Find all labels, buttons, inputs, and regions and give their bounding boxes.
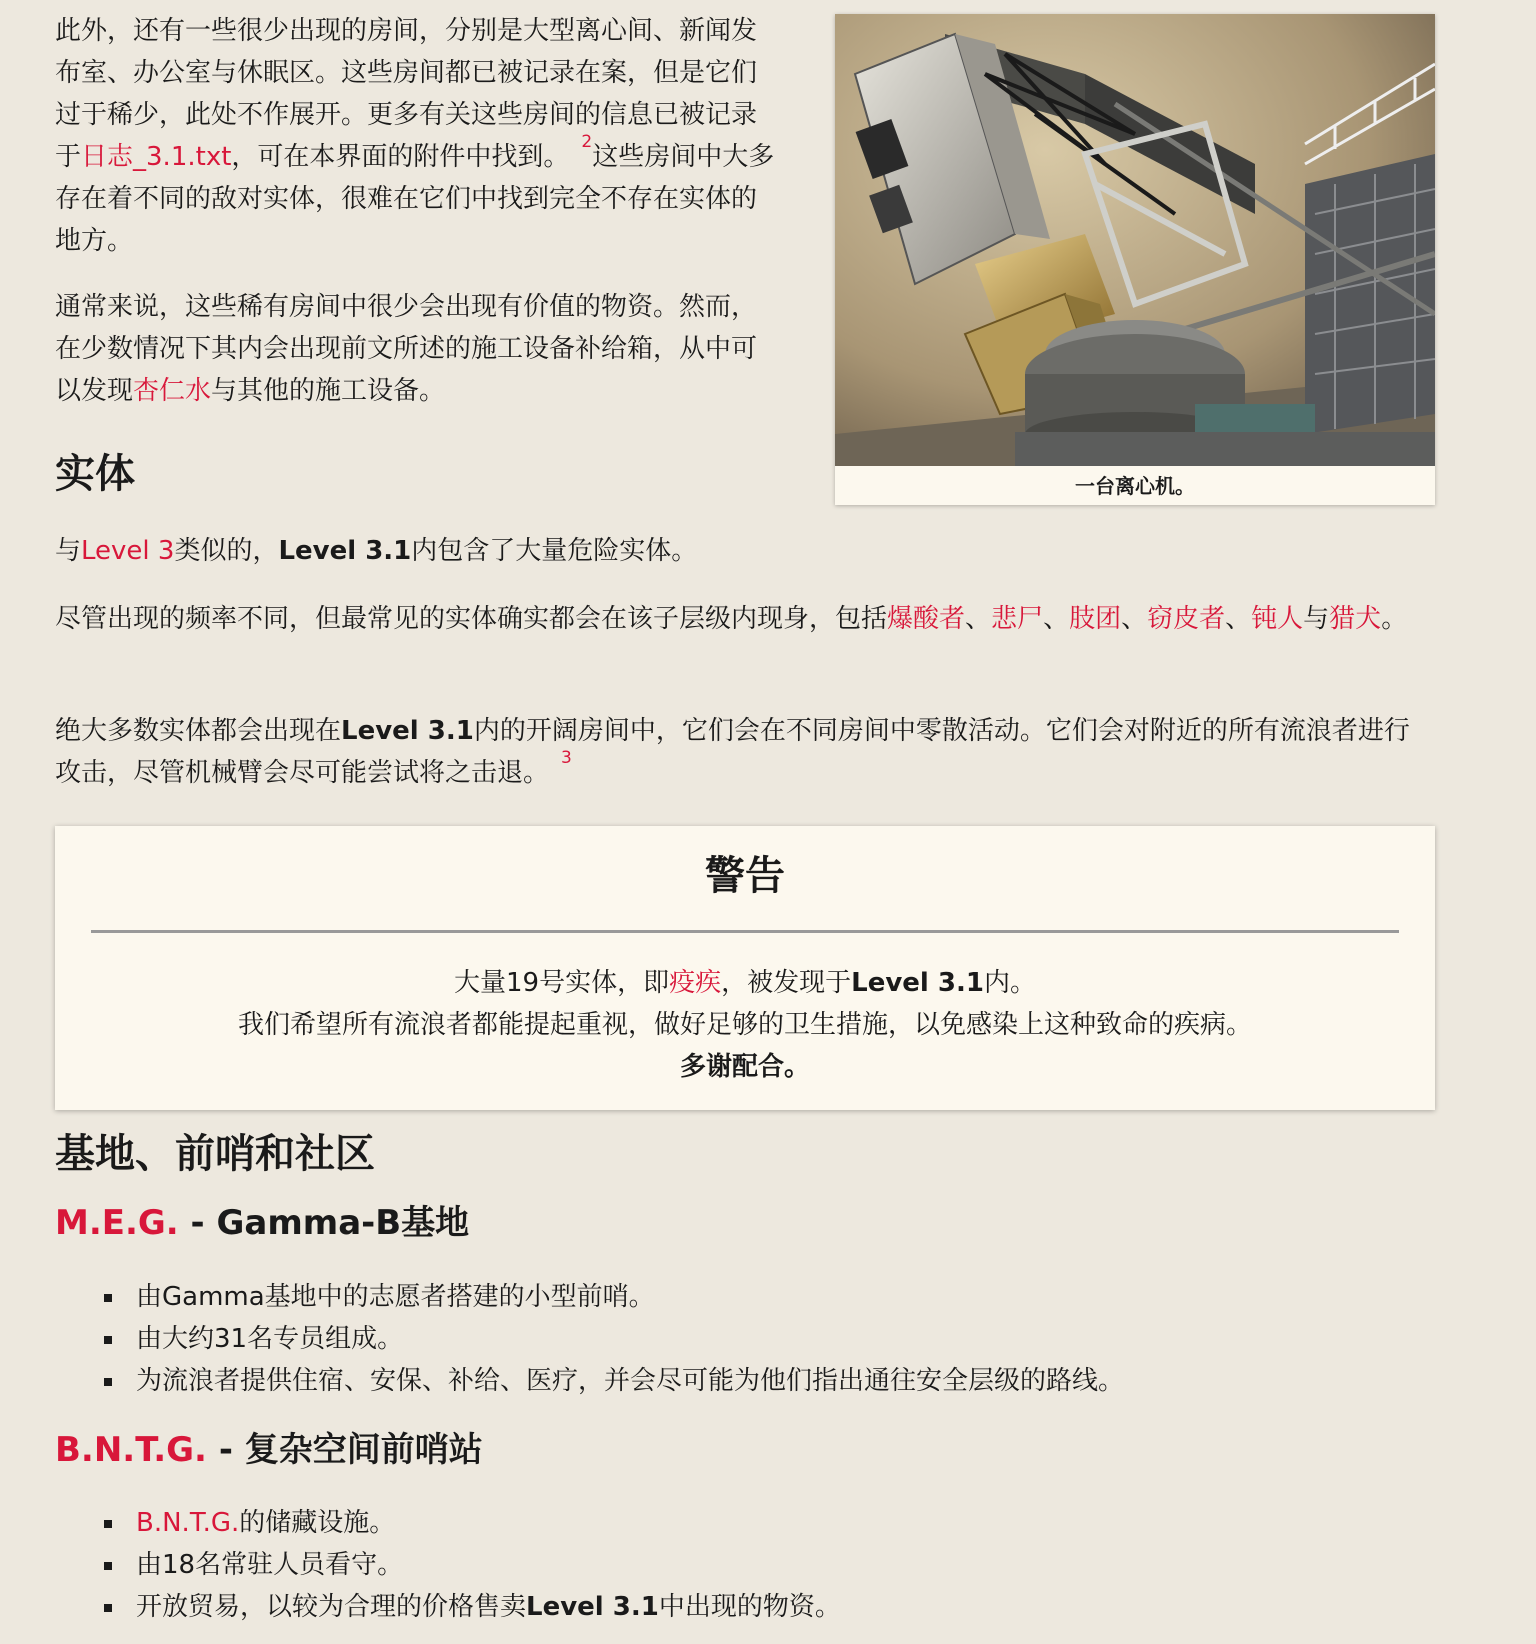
entities-text: 类似的， bbox=[174, 536, 279, 566]
intro-text: 与其他的施工设备。 bbox=[211, 376, 446, 406]
intro-paragraph-2 bbox=[55, 286, 775, 412]
meg-heading bbox=[55, 1200, 469, 1246]
entities-paragraph-2 bbox=[55, 598, 1435, 640]
intro-text: ，可在本界面的附件中找到。 bbox=[231, 142, 570, 172]
list-item bbox=[55, 1502, 1435, 1544]
bntg-item-link[interactable]: B.N.T.G. bbox=[136, 1508, 240, 1538]
warning-text: 内。 bbox=[983, 968, 1036, 998]
list-item: 由Gamma基地中的志愿者搭建的小型前哨。 bbox=[55, 1276, 1435, 1318]
entity-link-skin-stealer[interactable]: 窃皮者 bbox=[1147, 604, 1226, 634]
separator: 、 bbox=[1121, 604, 1148, 634]
entities-paragraph-3 bbox=[55, 710, 1435, 794]
entity-link-clump[interactable]: 肢团 bbox=[1069, 604, 1122, 634]
bntg-title: - 复杂空间前哨站 bbox=[206, 1430, 483, 1470]
bntg-list bbox=[55, 1502, 1435, 1628]
entity-link-hounds[interactable]: 猎犬 bbox=[1329, 604, 1382, 634]
plague-link[interactable]: 疫疾 bbox=[669, 968, 722, 998]
warning-body bbox=[55, 962, 1435, 1088]
warning-title: 警告 bbox=[705, 853, 785, 899]
list-item: 由大约31名专员组成。 bbox=[55, 1318, 1435, 1360]
list-item-text: 中出现的物资。 bbox=[658, 1592, 841, 1622]
almond-water-link[interactable]: 杏仁水 bbox=[133, 376, 212, 406]
warning-text: 大量19号实体，即 bbox=[454, 968, 670, 998]
bntg-heading bbox=[55, 1427, 483, 1473]
entities-text: 与 bbox=[1303, 604, 1330, 634]
warning-line-3 bbox=[55, 1046, 1435, 1088]
warning-divider bbox=[91, 930, 1399, 933]
meg-link[interactable]: M.E.G. bbox=[55, 1203, 179, 1243]
intro-text: 这些房间中大多存在着不同的敌对实体，很难在它们中找到完全不存在实体的地方。 bbox=[55, 142, 775, 256]
bntg-link[interactable]: B.N.T.G. bbox=[55, 1430, 207, 1470]
list-item: 为流浪者提供住宿、安保、补给、医疗，并会尽可能为他们指出通往安全层级的路线。 bbox=[55, 1360, 1435, 1402]
entities-heading: 实体 bbox=[55, 451, 135, 497]
bases-heading: 基地、前哨和社区 bbox=[55, 1131, 375, 1177]
separator: 、 bbox=[965, 604, 992, 634]
entity-link-acid-spitter[interactable]: 爆酸者 bbox=[887, 604, 966, 634]
level-name-bold: Level 3.1 bbox=[278, 536, 412, 566]
list-item bbox=[55, 1586, 1435, 1628]
warning-box bbox=[55, 826, 1435, 1110]
entity-link-dullers[interactable]: 钝人 bbox=[1251, 604, 1304, 634]
warning-thanks: 多谢配合。 bbox=[679, 1052, 810, 1082]
intro-text: 通常来说，这些稀有房间中很少会出现有价值的物资。然而，在少数情况下其内会出现前文所述的施工设备补给箱，从中可以发现 bbox=[55, 292, 758, 406]
separator: 、 bbox=[1043, 604, 1070, 634]
centrifuge-figure bbox=[835, 14, 1435, 505]
entities-text: 尽管出现的频率不同，但最常见的实体确实都会在该子层级内现身，包括 bbox=[55, 604, 888, 634]
level-3-link[interactable]: Level 3 bbox=[81, 536, 175, 566]
centrifuge-illustration bbox=[835, 14, 1435, 466]
log-file-link[interactable]: 日志_3.1.txt bbox=[81, 142, 232, 172]
entities-text: 。 bbox=[1381, 604, 1408, 634]
entities-text: 绝大多数实体都会出现在 bbox=[55, 716, 342, 746]
footnote-ref-3[interactable]: 3 bbox=[561, 748, 572, 768]
entities-paragraph-1 bbox=[55, 530, 1435, 572]
level-name-bold: Level 3.1 bbox=[526, 1592, 659, 1622]
warning-line-2: 我们希望所有流浪者都能提起重视，做好足够的卫生措施，以免感染上这种致命的疾病。 bbox=[237, 1010, 1252, 1040]
entity-link-wretch[interactable]: 悲尸 bbox=[991, 604, 1044, 634]
entities-text: 内包含了大量危险实体。 bbox=[411, 536, 698, 566]
level-name-bold: Level 3.1 bbox=[341, 716, 474, 746]
figure-caption: 一台离心机。 bbox=[1075, 474, 1195, 498]
meg-title: - Gamma-B基地 bbox=[178, 1203, 470, 1243]
warning-text: ，被发现于 bbox=[721, 968, 852, 998]
entities-text: 内的开阔房间中，它们会在不同房间中零散活动。它们会对附近的所有流浪者进行攻击，尽管机械臂会尽可能尝试将之击退。 bbox=[55, 716, 1410, 788]
list-item-text: 开放贸易，以较为合理的价格售卖 bbox=[136, 1592, 527, 1622]
intro-section bbox=[55, 10, 775, 412]
footnote-ref-2[interactable]: 2 bbox=[581, 132, 593, 152]
level-name-bold: Level 3.1 bbox=[851, 968, 984, 998]
intro-text: 此外，还有一些很少出现的房间，分别是大型离心间、新闻发布室、办公室与休眠区。这些房间都已被记录在案，但是它们过于稀少，此处不作展开。更多有关这些房间的信息已被记录于 bbox=[55, 16, 758, 172]
centrifuge-photo bbox=[835, 14, 1435, 466]
meg-list bbox=[55, 1276, 1435, 1402]
separator: 、 bbox=[1225, 604, 1252, 634]
list-item-text: 的储藏设施。 bbox=[239, 1508, 396, 1538]
entities-text: 与 bbox=[55, 536, 82, 566]
warning-line-1 bbox=[55, 962, 1435, 1004]
intro-paragraph-1 bbox=[55, 10, 775, 262]
list-item: 由18名常驻人员看守。 bbox=[55, 1544, 1435, 1586]
